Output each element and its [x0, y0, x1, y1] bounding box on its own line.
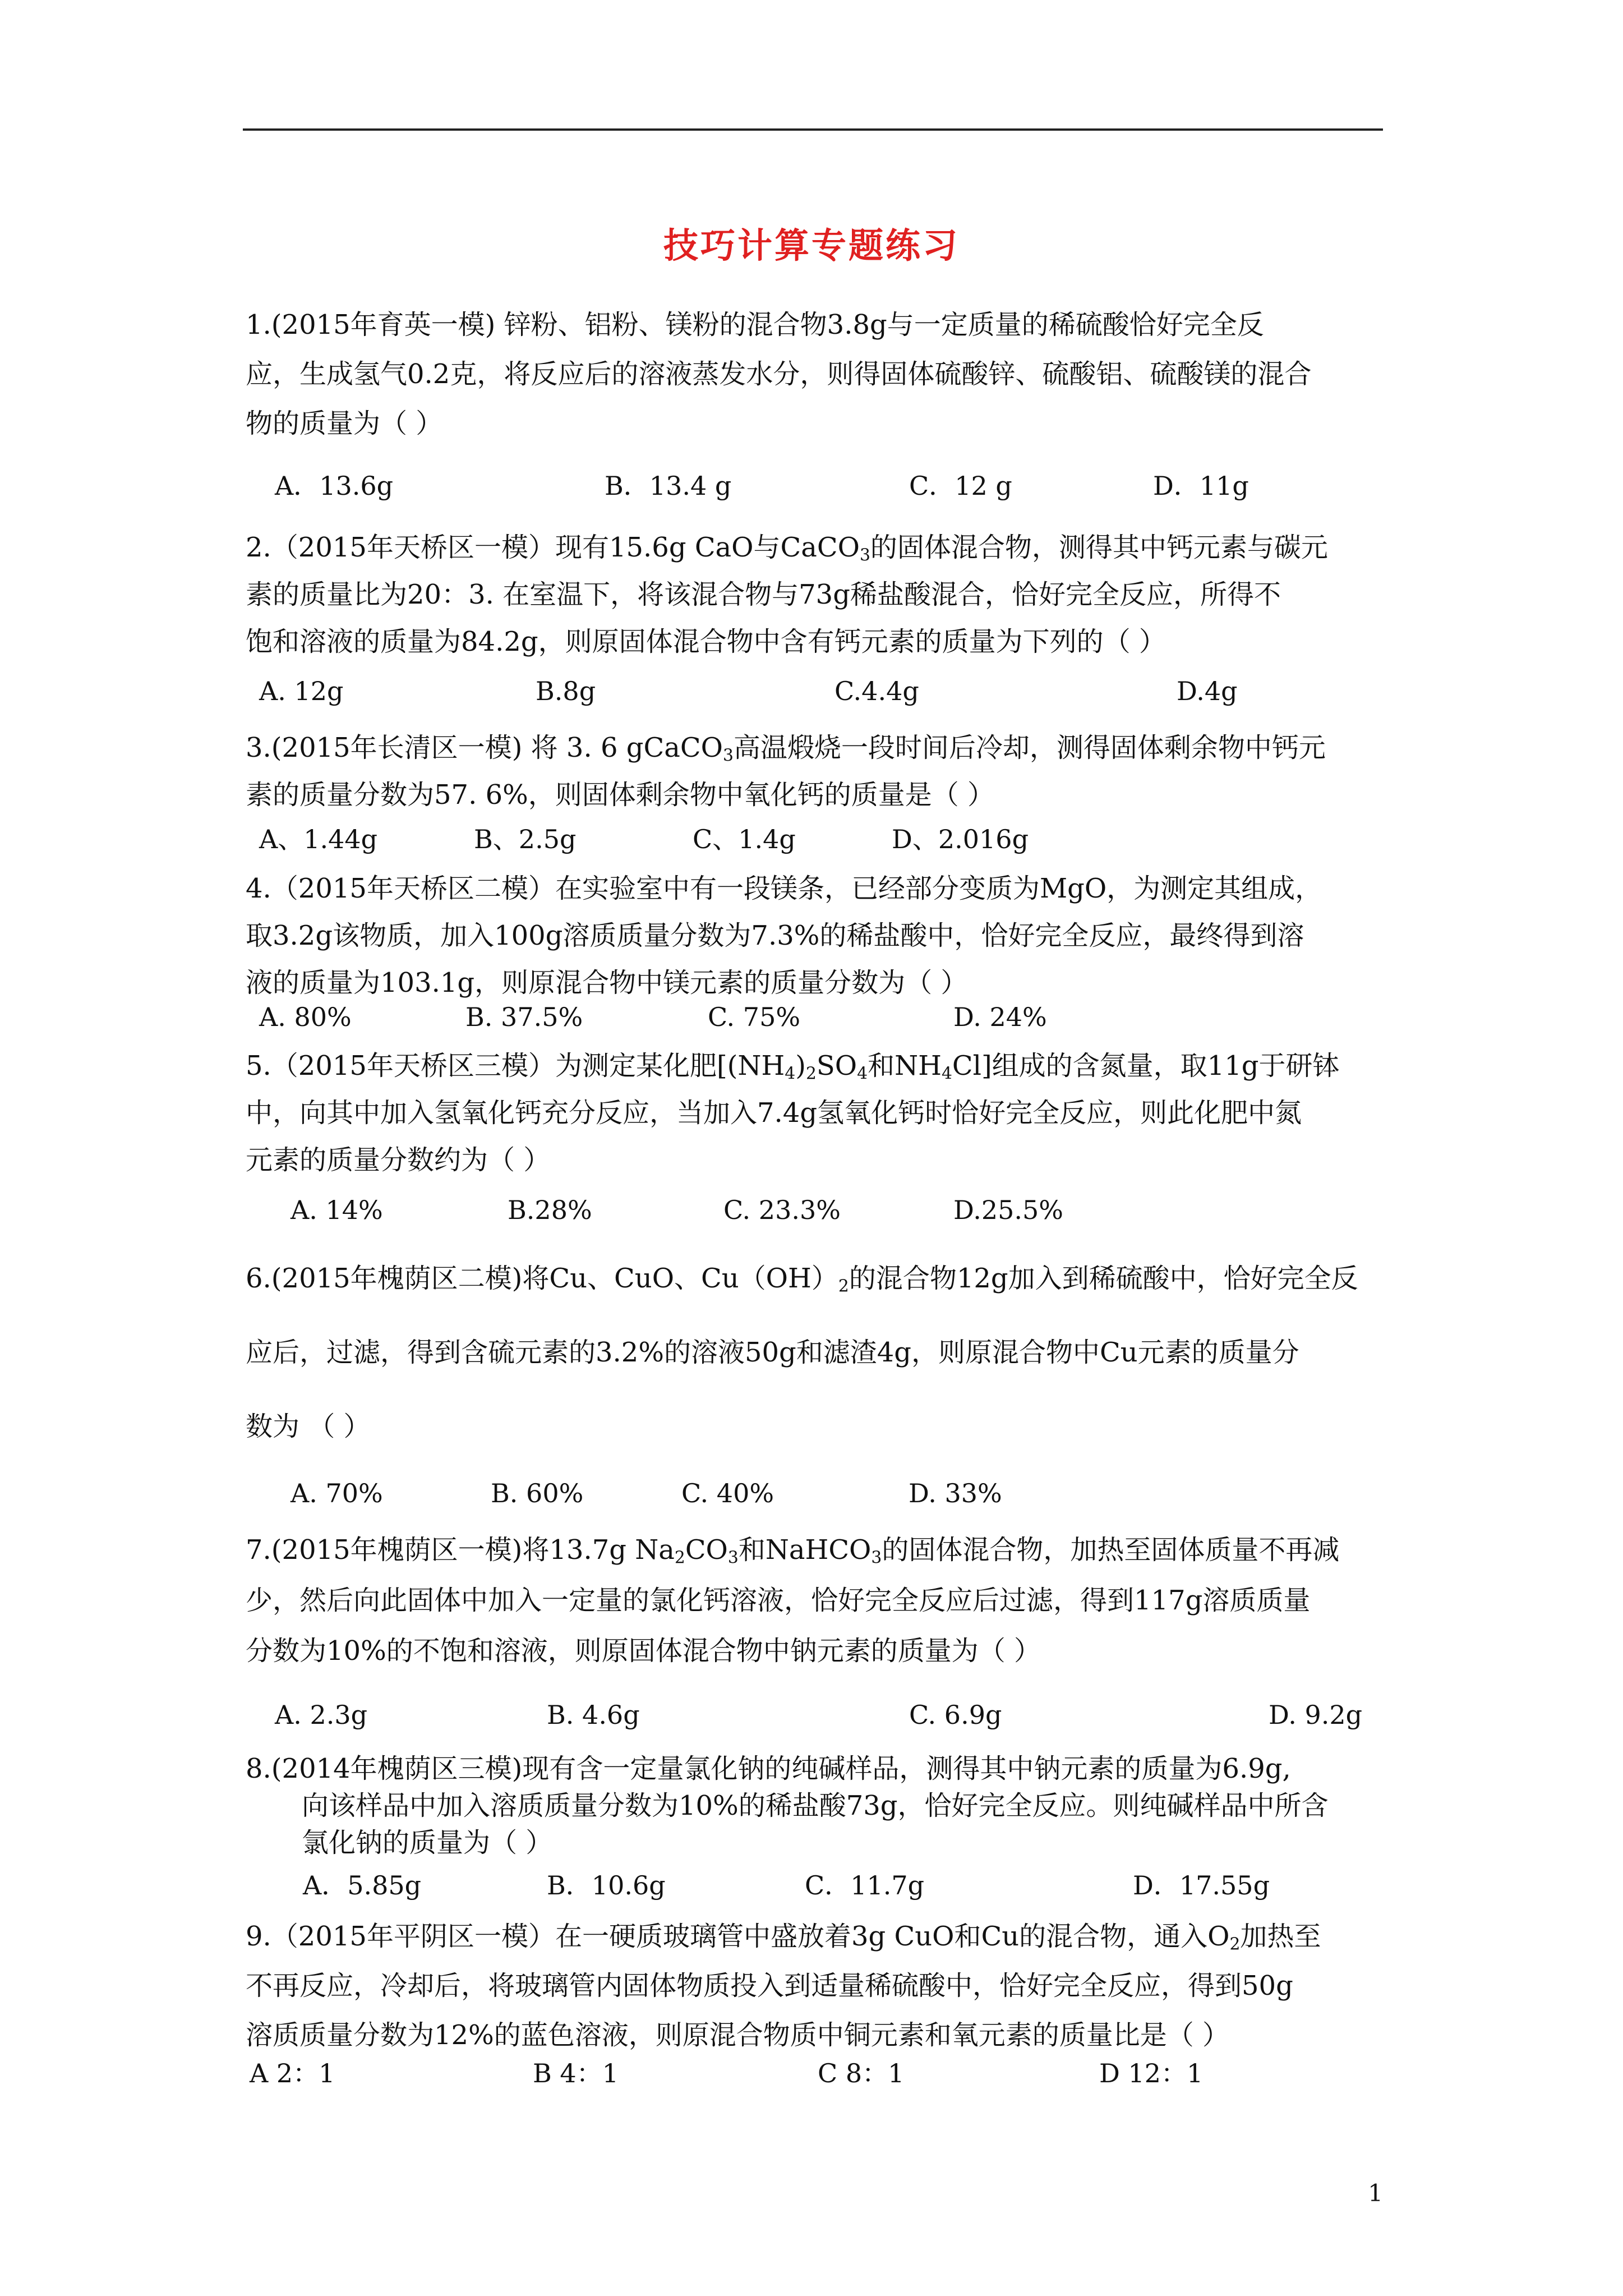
question-line: 7.(2015年槐荫区一模)将13.7g $Na_2CO_3$和NaHCO$_3$的固体混合物，加热至固体质量不再减: [246, 1534, 1340, 1568]
question-line: 取3.2g该物质，加入100g溶质质量分数为7.3%的稀盐酸中，恰好完全反应，最终得到溶: [246, 920, 1304, 951]
question-line: 9.（2015年平阴区一模）在一硬质玻璃管中盛放着3g CuO和Cu的混合物，通入$O_2$加热至: [246, 1921, 1321, 1954]
option-d[interactable]: D.25.5%: [953, 1195, 1063, 1225]
option-c[interactable]: C．12 g: [909, 471, 1012, 501]
question-3: [246, 724, 1326, 818]
page-title: 技巧计算专题练习: [663, 225, 960, 266]
question-1: [246, 300, 1311, 448]
question-8: [246, 1750, 1329, 1861]
page-number: 1: [1368, 2179, 1383, 2207]
question-2: [246, 524, 1328, 665]
question-line: 氯化钠的质量为（ ）: [302, 1827, 553, 1858]
question-6: [246, 1241, 1358, 1464]
option-b[interactable]: B．13.4 g: [605, 471, 732, 501]
option-d[interactable]: D. 24%: [953, 1002, 1047, 1032]
option-d[interactable]: D、2.016g: [892, 824, 1029, 854]
question-line: 6.(2015年槐荫区二模)将Cu、CuO、$Cu(OH)_2$的混合物12g加入到稀硫酸中，恰好完全反: [246, 1263, 1358, 1296]
question-line: 1.(2015年育英一模) 锌粉、铝粉、镁粉的混合物3.8g与一定质量的稀硫酸恰好完全反: [246, 309, 1264, 341]
option-a[interactable]: A. 80%: [259, 1002, 352, 1032]
option-a[interactable]: A 2：1: [250, 2058, 335, 2088]
option-b[interactable]: B．10.6g: [547, 1870, 666, 1901]
header-rule: [243, 128, 1383, 131]
option-a[interactable]: A. 70%: [291, 1478, 383, 1508]
question-line: 素的质量分数为57. 6%，则固体剩余物中氧化钙的质量是（ ）: [246, 779, 995, 811]
question-line: 应后，过滤，得到含硫元素的3.2%的溶液50g和滤渣4g，则原混合物中Cu元素的质量分: [246, 1337, 1299, 1368]
question-line: 4.（2015年天桥区二模）在实验室中有一段镁条，已经部分变质为MgO，为测定其组成，: [246, 873, 1322, 904]
question-line: 数为 （ ）: [246, 1411, 371, 1442]
question-line: 2.（2015年天桥区一模）现有15.6g CaO与CaCO$_3$的固体混合物，测得其中钙元素与碳元: [246, 532, 1328, 565]
question-line: 少，然后向此固体中加入一定量的氯化钙溶液，恰好完全反应后过滤，得到117g溶质质量: [246, 1585, 1311, 1616]
option-d[interactable]: D.4g: [1177, 676, 1238, 706]
option-d[interactable]: D 12：1: [1099, 2058, 1204, 2088]
option-a[interactable]: A．5.85g: [303, 1870, 422, 1901]
option-a[interactable]: A. 2.3g: [275, 1700, 368, 1730]
question-line: 液的质量为103.1g，则原混合物中镁元素的质量分数为（ ）: [246, 967, 968, 999]
question-line: 素的质量比为20：3. 在室温下，将该混合物与73g稀盐酸混合，恰好完全反应，所得不: [246, 579, 1281, 610]
option-d[interactable]: D. 9.2g: [1269, 1700, 1363, 1730]
option-d[interactable]: D．17.55g: [1133, 1870, 1270, 1901]
question-line: 5.（2015年天桥区三模）为测定某化肥[$(NH_4)_2SO_4$和$NH_4Cl$]组成的含氮量，取11g于研钵: [246, 1050, 1340, 1084]
option-a[interactable]: A、1.44g: [259, 824, 378, 854]
option-b[interactable]: B.28%: [508, 1195, 592, 1225]
option-d[interactable]: D. 33%: [909, 1478, 1002, 1508]
question-line: 物的质量为（ ）: [246, 408, 443, 439]
question-line: 3.(2015年长清区一模) 将 3. 6 gCaCO$_3$高温煅烧一段时间后冷却，测得固体剩余物中钙元: [246, 732, 1326, 766]
question-line: 分数为10%的不饱和溶液，则原固体混合物中钠元素的质量为（ ）: [246, 1635, 1041, 1667]
option-a[interactable]: A．13.6g: [275, 471, 394, 501]
question-line: 8.(2014年槐荫区三模)现有含一定量氯化钠的纯碱样品，测得其中钠元素的质量为6.9g,: [246, 1753, 1291, 1784]
question-5: [246, 1042, 1340, 1184]
option-c[interactable]: C. 75%: [708, 1002, 801, 1032]
question-4: [246, 865, 1322, 1006]
option-b[interactable]: B. 60%: [491, 1478, 584, 1508]
question-line: 向该样品中加入溶质质量分数为10%的稀盐酸73g，恰好完全反应。则纯碱样品中所含: [302, 1790, 1329, 1821]
question-line: 溶质质量分数为12%的蓝色溶液，则原混合物质中铜元素和氧元素的质量比是（ ）: [246, 2019, 1229, 2051]
option-c[interactable]: C 8：1: [818, 2058, 905, 2088]
option-c[interactable]: C、1.4g: [693, 824, 796, 854]
option-c[interactable]: C. 40%: [681, 1478, 774, 1508]
option-b[interactable]: B、2.5g: [474, 824, 577, 854]
option-b[interactable]: B. 37.5%: [465, 1002, 583, 1032]
option-c[interactable]: C. 6.9g: [909, 1700, 1002, 1730]
question-line: 不再反应，冷却后，将玻璃管内固体物质投入到适量稀硫酸中，恰好完全反应，得到50g: [246, 1970, 1293, 2001]
question-line: 饱和溶液的质量为84.2g，则原固体混合物中含有钙元素的质量为下列的（ ）: [246, 626, 1166, 657]
option-d[interactable]: D．11g: [1153, 471, 1249, 501]
option-c[interactable]: C. 23.3%: [723, 1195, 841, 1225]
option-c[interactable]: C．11.7g: [805, 1870, 925, 1901]
question-line: 应，生成氢气0.2克，将反应后的溶液蒸发水分，则得固体硫酸锌、硫酸铝、硫酸镁的混合: [246, 358, 1312, 390]
option-a[interactable]: A. 14%: [291, 1195, 383, 1225]
question-7: [246, 1525, 1339, 1676]
option-b[interactable]: B 4：1: [533, 2058, 619, 2088]
option-b[interactable]: B.8g: [536, 676, 596, 706]
question-line: 中，向其中加入氢氧化钙充分反应，当加入7.4g氢氧化钙时恰好完全反应，则此化肥中氮: [246, 1097, 1302, 1129]
option-a[interactable]: A. 12g: [259, 676, 344, 706]
option-c[interactable]: C.4.4g: [834, 676, 919, 706]
question-line: 元素的质量分数约为（ ）: [246, 1144, 551, 1176]
option-b[interactable]: B. 4.6g: [547, 1700, 640, 1730]
question-9: [246, 1912, 1321, 2060]
